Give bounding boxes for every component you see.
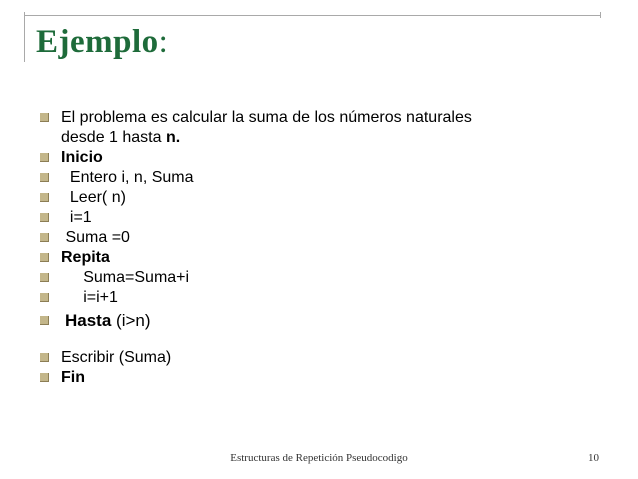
item-text: Leer( n) — [61, 189, 126, 206]
item-text: El problema es calcular la suma de los números naturales — [61, 109, 472, 126]
item-text: (i>n) — [111, 311, 151, 330]
item-bold-text: Inicio — [61, 149, 103, 166]
list-item — [40, 188, 600, 208]
list-item — [40, 288, 600, 308]
square-bullet-icon — [40, 273, 49, 282]
square-bullet-icon — [40, 253, 49, 262]
item-bold-text: Hasta — [65, 311, 112, 330]
item-text: Suma=Suma+i — [61, 269, 190, 286]
left-rule — [24, 12, 25, 62]
item-text: i=i+1 — [61, 289, 118, 306]
item-text: Suma =0 — [61, 229, 130, 246]
bullet-list — [40, 108, 600, 388]
page-number: 10 — [588, 452, 599, 464]
square-bullet-icon — [40, 173, 49, 182]
slide-footer: Estructuras de Repetición Pseudocodigo — [230, 452, 408, 464]
list-item — [40, 368, 600, 388]
item-bold-text: Fin — [61, 369, 85, 386]
square-bullet-icon — [40, 293, 49, 302]
slide-title-colon: : — [158, 24, 169, 60]
square-bullet-icon — [40, 316, 49, 325]
square-bullet-icon — [40, 233, 49, 242]
spacer — [40, 334, 600, 348]
list-item — [40, 148, 600, 168]
list-item — [40, 228, 600, 248]
list-item — [40, 108, 600, 148]
top-rule — [24, 15, 600, 16]
list-item — [40, 308, 600, 334]
item-text: Escribir (Suma) — [61, 349, 172, 366]
list-item — [40, 268, 600, 288]
right-rule — [600, 12, 601, 18]
square-bullet-icon — [40, 373, 49, 382]
item-bold-text: Repita — [61, 249, 110, 266]
list-item — [40, 208, 600, 228]
list-item — [40, 348, 600, 368]
slide-title — [36, 24, 168, 61]
square-bullet-icon — [40, 353, 49, 362]
square-bullet-icon — [40, 153, 49, 162]
item-bold-text: n. — [165, 129, 181, 146]
square-bullet-icon — [40, 213, 49, 222]
list-item — [40, 168, 600, 188]
slide-title-text: Ejemplo — [36, 24, 159, 60]
square-bullet-icon — [40, 193, 49, 202]
item-text: desde 1 hasta — [61, 129, 166, 146]
item-text: Entero i, n, Suma — [61, 169, 194, 186]
square-bullet-icon — [40, 113, 49, 122]
item-text: i=1 — [61, 209, 92, 226]
list-item — [40, 248, 600, 268]
